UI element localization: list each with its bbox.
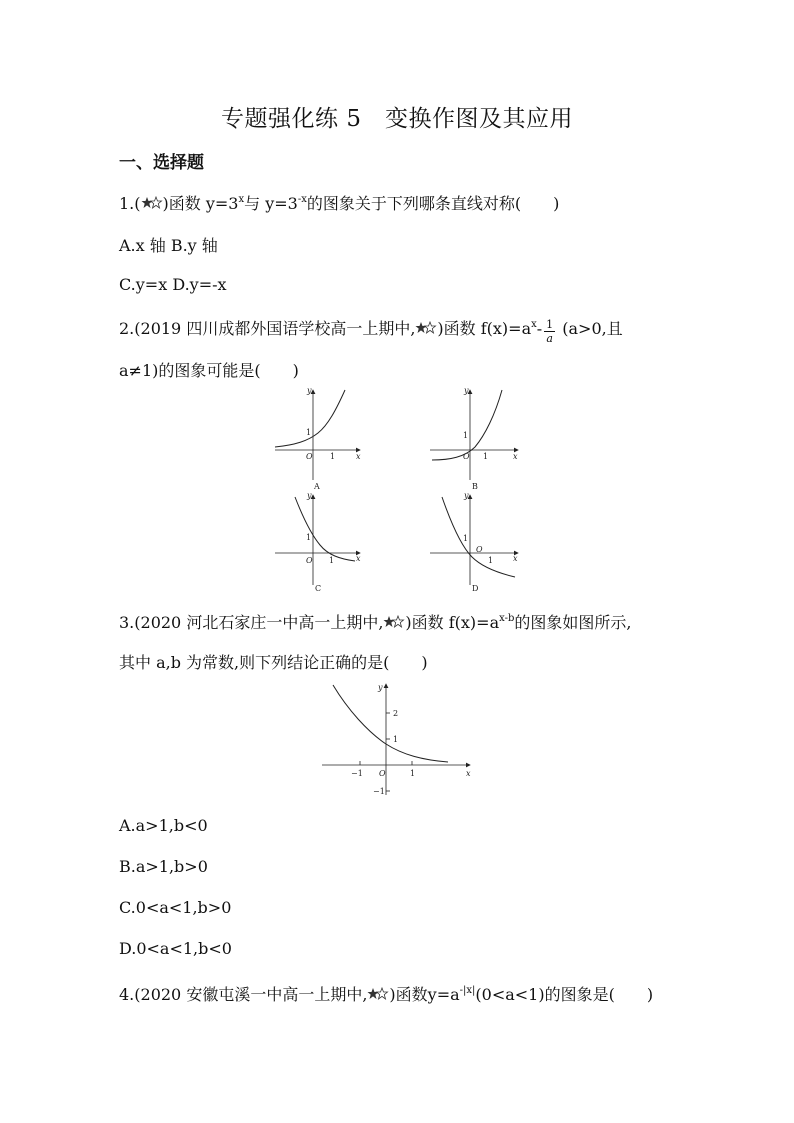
q3-yneg1: −1 — [373, 787, 385, 796]
q3-graph — [318, 680, 478, 800]
q1-stem-post: 的图象关于下列哪条直线对称( ) — [306, 194, 560, 213]
graph-a — [275, 386, 361, 491]
graph-c-origin: O — [306, 556, 313, 565]
graph-a-y-label: y — [307, 386, 312, 395]
q1-exp-1: x — [238, 194, 245, 205]
graph-a-y1: 1 — [306, 428, 312, 437]
q1-options-ab: A.x 轴 B.y 轴 — [119, 236, 218, 255]
q2-exp: x — [531, 319, 537, 330]
graph-d-x1: 1 — [488, 556, 494, 565]
q1-stem-mid: 与 y=3 — [244, 194, 298, 213]
difficulty-star-icon — [141, 196, 163, 210]
graph-b-origin: O — [463, 452, 470, 461]
q3-stem-line2: 其中 a,b 为常数,则下列结论正确的是( ) — [119, 653, 428, 672]
graph-d-y1: 1 — [463, 534, 469, 543]
question-1 — [119, 191, 559, 214]
q3-y-label: y — [378, 683, 383, 692]
graph-a-x-label: x — [356, 452, 361, 461]
q3-y1: 1 — [393, 735, 399, 744]
q3-origin: O — [379, 769, 386, 778]
graph-c-y1: 1 — [306, 533, 312, 542]
q3-option-c: C.0<a<1,b>0 — [119, 898, 232, 917]
graph-c — [275, 491, 361, 593]
q3-stem-post: 的图象如图所示, — [514, 613, 632, 632]
q2-fraction — [544, 318, 555, 345]
difficulty-star-icon — [367, 987, 389, 1001]
q3-option-d: D.0<a<1,b<0 — [119, 939, 232, 958]
graph-b-y-label: y — [464, 386, 469, 395]
graph-b-x-label: x — [513, 452, 518, 461]
graph-a-label: A — [314, 482, 320, 491]
section-heading: 一、选择题 — [119, 153, 204, 173]
q3-option-a: A.a>1,b<0 — [119, 816, 208, 835]
q2-graph-panel — [270, 385, 530, 595]
difficulty-star-icon — [383, 615, 405, 629]
difficulty-star-icon — [415, 321, 437, 335]
q2-stem-mid: )函数 f(x)=a — [437, 319, 532, 338]
q1-options-cd: C.y=x D.y=-x — [119, 275, 227, 294]
question-4 — [119, 982, 653, 1005]
graph-d — [430, 491, 518, 593]
q3-exp: x-b — [499, 613, 515, 624]
q4-exp: -|x| — [459, 985, 476, 996]
graph-a-x1: 1 — [330, 452, 336, 461]
q2-frac-den: a — [546, 332, 553, 345]
q3-x-label: x — [466, 769, 471, 778]
q3-option-b: B.a>1,b>0 — [119, 857, 208, 876]
q4-stem-pre: 4.(2020 安徽屯溪一中高一上期中, — [119, 985, 368, 1004]
q1-exp-2: -x — [297, 194, 307, 205]
graph-b-x1: 1 — [483, 452, 489, 461]
q2-frac-num: 1 — [546, 318, 554, 331]
graph-b — [430, 386, 518, 491]
graph-c-x-label: x — [356, 554, 361, 563]
q3-x1: 1 — [410, 769, 416, 778]
q1-number: 1.( — [119, 194, 141, 213]
graph-a-origin: O — [306, 452, 313, 461]
q4-stem-mid: )函数y=a — [389, 985, 460, 1004]
graph-c-y-label: y — [307, 491, 312, 500]
q2-minus: - — [536, 319, 543, 338]
graph-c-x1: 1 — [329, 556, 335, 565]
graph-d-label: D — [472, 584, 479, 593]
q2-stem-pre: 2.(2019 四川成都外国语学校高一上期中, — [119, 319, 416, 338]
q2-stem-post: (a>0,且 — [557, 319, 623, 338]
q2-stem-line2: a≠1)的图象可能是( ) — [119, 361, 299, 380]
graph-d-origin: O — [476, 545, 483, 554]
question-3 — [119, 610, 631, 633]
graph-b-y1: 1 — [463, 431, 469, 440]
q3-stem-pre: 3.(2020 河北石家庄一中高一上期中, — [119, 613, 384, 632]
q4-stem-post: (0<a<1)的图象是( ) — [475, 985, 654, 1004]
graph-d-y-label: y — [464, 491, 469, 500]
question-2 — [119, 316, 623, 345]
q3-y2: 2 — [393, 709, 399, 718]
page-title: 专题强化练 5 变换作图及其应用 — [221, 106, 573, 132]
graph-d-x-label: x — [513, 554, 518, 563]
q3-xneg1: −1 — [351, 769, 363, 778]
q3-stem-mid: )函数 f(x)=a — [405, 613, 500, 632]
graph-b-label: B — [472, 482, 478, 491]
q1-stem-pre: )函数 y=3 — [162, 194, 239, 213]
graph-c-label: C — [315, 584, 322, 593]
